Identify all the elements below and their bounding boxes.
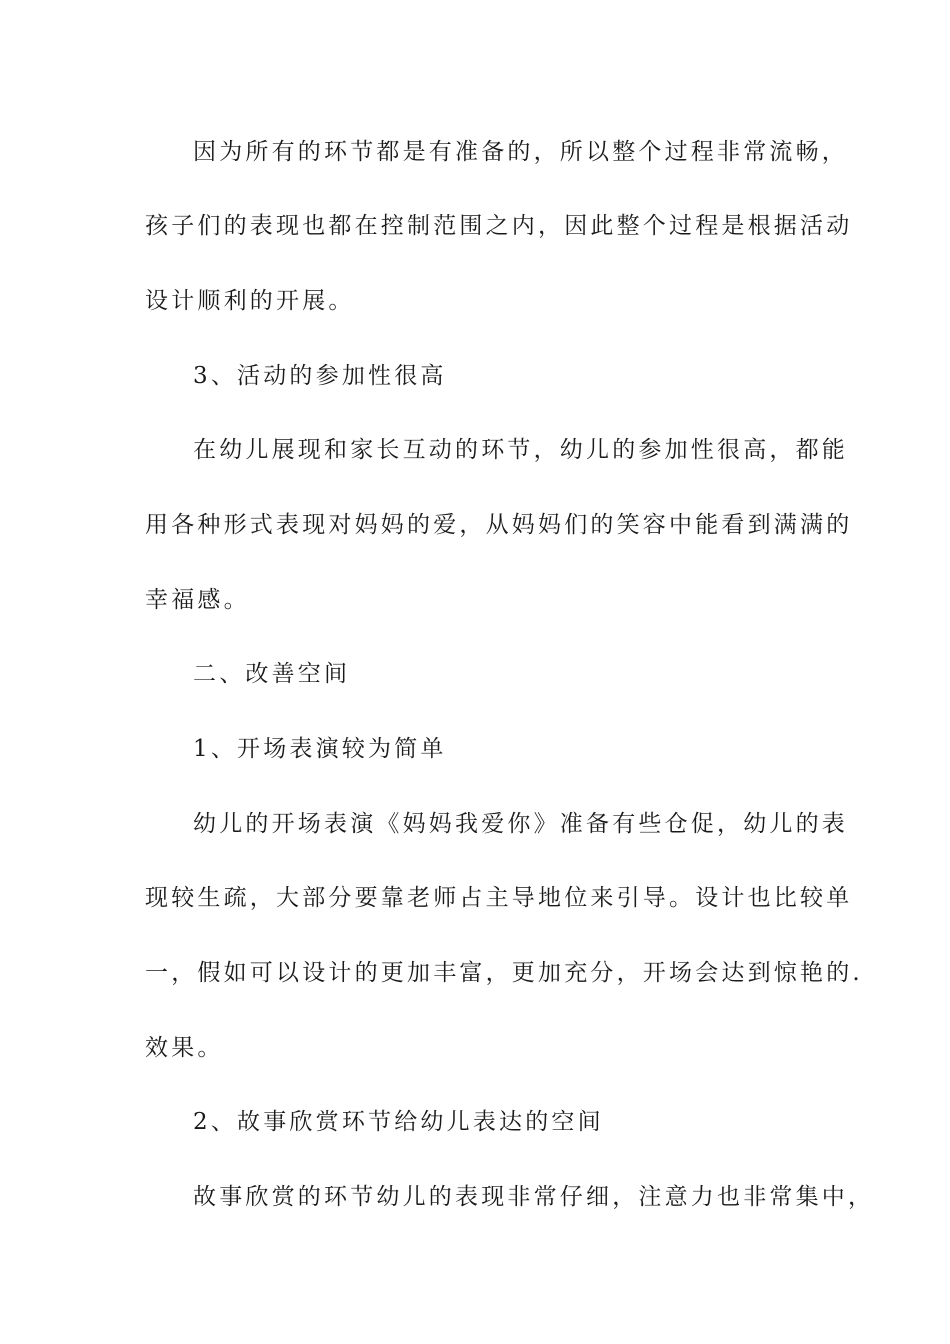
paragraph-line: 现较生疏，大部分要靠老师占主导地位来引导。设计也比较单 — [145, 885, 853, 911]
paragraph-line: 在幼儿展现和家长互动的环节，幼儿的参加性很高，都能 — [193, 437, 848, 463]
section-heading: 2、故事欣赏环节给幼儿表达的空间 — [193, 1109, 604, 1135]
section-heading: 1、开场表演较为简单 — [193, 736, 447, 762]
paragraph-line: 幸福感。 — [145, 587, 250, 613]
section-heading: 3、活动的参加性很高 — [193, 363, 447, 389]
paragraph-line: 一，假如可以设计的更加丰富，更加充分，开场会达到惊艳的. — [145, 960, 863, 986]
paragraph-line: 因为所有的环节都是有准备的，所以整个过程非常流畅， — [193, 139, 848, 165]
paragraph-line: 用各种形式表现对妈妈的爱，从妈妈们的笑容中能看到满满的 — [145, 512, 853, 538]
section-heading: 二、改善空间 — [193, 661, 351, 687]
paragraph-line: 效果。 — [145, 1035, 224, 1061]
paragraph-line: 故事欣赏的环节幼儿的表现非常仔细，注意力也非常集中， — [193, 1184, 875, 1210]
paragraph-line: 孩子们的表现也都在控制范围之内，因此整个过程是根据活动 — [145, 213, 853, 239]
paragraph-line: 幼儿的开场表演《妈妈我爱你》准备有些仓促，幼儿的表 — [193, 811, 848, 837]
paragraph-line: 设计顺利的开展。 — [145, 288, 355, 314]
